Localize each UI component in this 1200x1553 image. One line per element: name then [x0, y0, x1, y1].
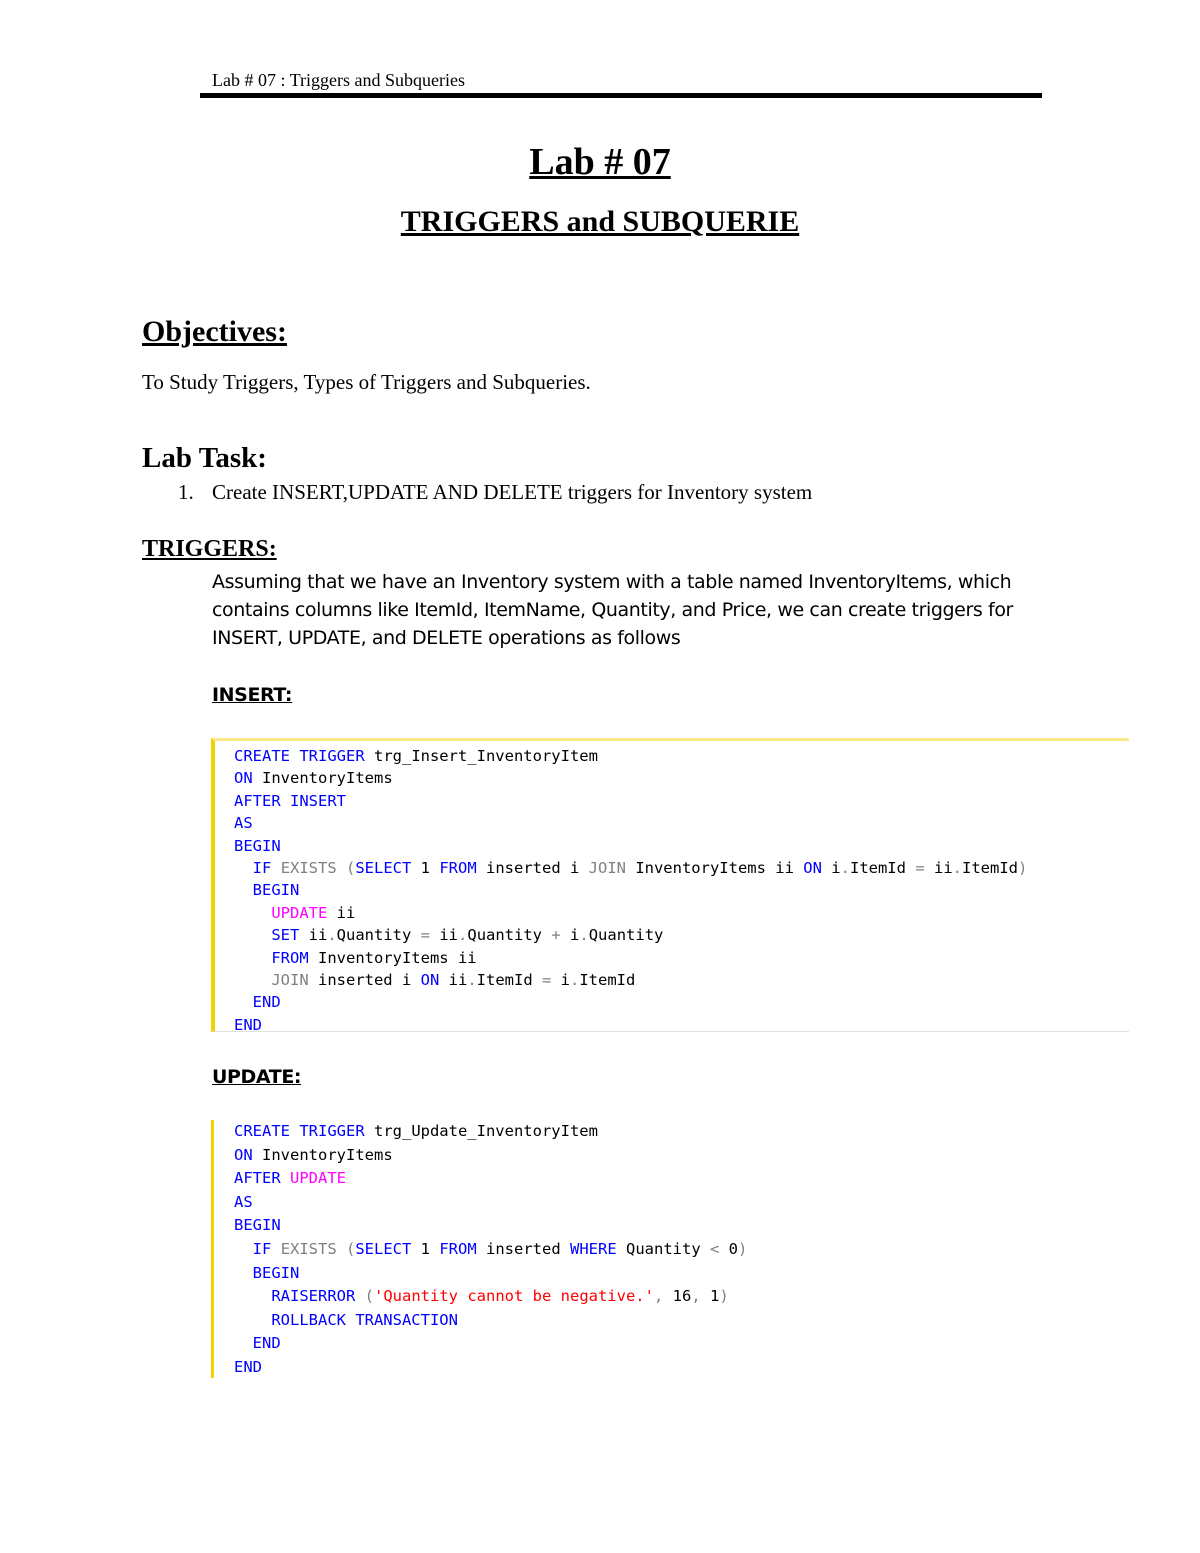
- code-line: [234, 1167, 911, 1191]
- code-line: [234, 902, 1129, 924]
- code-token: [281, 1169, 290, 1187]
- code-token: BEGIN: [234, 1216, 281, 1235]
- code-token: ON: [234, 1145, 253, 1164]
- code-token: BEGIN: [252, 1263, 300, 1282]
- code-token: .: [570, 971, 580, 990]
- code-token: CREATE TRIGGER: [234, 1122, 365, 1140]
- code-token: i: [560, 926, 580, 945]
- code-token: trg_Insert_InventoryItem: [364, 747, 598, 765]
- code-token: SELECT: [355, 1239, 412, 1258]
- code-line: [234, 835, 1129, 857]
- code-token: =: [420, 926, 431, 945]
- code-line: [234, 857, 1129, 879]
- code-token: ,: [691, 1287, 701, 1306]
- code-token: InventoryItems ii: [308, 948, 477, 967]
- code-token: 1: [411, 1239, 440, 1258]
- code-token: ): [719, 1287, 729, 1306]
- code-token: trg_Update_InventoryItem: [364, 1122, 598, 1140]
- code-token: [234, 971, 271, 989]
- code-token: ii: [299, 926, 328, 945]
- code-token: END: [234, 1357, 262, 1376]
- code-token: CREATE TRIGGER: [234, 747, 365, 765]
- code-token: .: [952, 859, 962, 878]
- code-token: ItemId: [476, 971, 542, 990]
- code-token: InventoryItems ii: [625, 859, 804, 878]
- code-token: IF: [252, 1239, 272, 1258]
- update-section-label: UPDATE:: [212, 1066, 302, 1088]
- lab-task-list: [178, 480, 812, 505]
- code-token: [234, 1287, 271, 1305]
- code-line: [234, 1191, 911, 1215]
- code-token: ItemId: [962, 859, 1018, 878]
- code-token: 'Quantity cannot be negative.': [374, 1287, 654, 1306]
- code-token: END: [252, 993, 281, 1012]
- code-line: [234, 1262, 911, 1286]
- code-line: [234, 1014, 1129, 1036]
- code-token: [234, 1334, 253, 1352]
- code-token: inserted i: [308, 971, 421, 990]
- code-line: [234, 969, 1129, 991]
- code-token: ii: [924, 859, 953, 878]
- code-token: ItemId: [579, 971, 636, 990]
- code-token: (: [364, 1287, 375, 1306]
- code-token: i: [551, 971, 570, 990]
- code-token: ItemId: [849, 859, 916, 878]
- code-token: RAISERROR: [271, 1287, 356, 1306]
- code-line: [234, 812, 1129, 834]
- code-token: +: [551, 926, 561, 945]
- code-token: [234, 859, 253, 877]
- code-token: InventoryItems: [252, 769, 393, 788]
- code-token: ON: [420, 971, 440, 990]
- code-line: [234, 745, 1129, 767]
- code-token: .: [327, 926, 337, 945]
- code-token: ,: [653, 1287, 664, 1306]
- code-token: IF: [252, 859, 272, 878]
- objectives-text: To Study Triggers, Types of Triggers and Subqueries.: [142, 370, 591, 394]
- code-line: [234, 1332, 911, 1356]
- code-line: [234, 1120, 911, 1144]
- code-token: inserted: [476, 1239, 570, 1258]
- code-token: .: [579, 926, 589, 945]
- code-token: Quantity: [588, 926, 664, 945]
- code-token: SELECT: [355, 859, 412, 878]
- code-token: [234, 1264, 253, 1282]
- code-token: BEGIN: [234, 836, 281, 855]
- page-title: Lab # 07: [529, 141, 671, 183]
- code-token: 1: [700, 1287, 720, 1306]
- lab-task-item: [178, 480, 812, 505]
- code-token: [234, 1311, 271, 1329]
- code-line: [234, 879, 1129, 901]
- code-token: [234, 881, 253, 899]
- code-line: [234, 1144, 911, 1168]
- code-token: END: [252, 1334, 281, 1353]
- code-token: [271, 1240, 280, 1258]
- code-token: SET: [271, 926, 300, 945]
- code-token: EXISTS (: [280, 859, 356, 878]
- code-line: [234, 924, 1129, 946]
- code-token: [271, 859, 280, 877]
- code-token: ON: [234, 769, 253, 788]
- code-token: .: [840, 859, 850, 878]
- intro-line: Assuming that we have an Inventory system with a table named InventoryItems, which: [212, 571, 1012, 593]
- lab-task-heading: Lab Task:: [142, 442, 267, 474]
- running-header: Lab # 07 : Triggers and Subqueries: [212, 70, 465, 90]
- code-token: inserted i: [476, 859, 589, 878]
- code-token: [234, 1240, 253, 1258]
- code-token: UPDATE: [290, 1169, 347, 1188]
- code-token: .: [467, 971, 477, 990]
- lab-task-number: 1.: [178, 480, 194, 504]
- insert-code-block: [211, 738, 1129, 1032]
- code-token: FROM: [439, 1239, 477, 1258]
- code-token: Quantity: [616, 1239, 710, 1258]
- code-token: 1: [411, 859, 440, 878]
- code-token: [234, 993, 253, 1011]
- code-line: [234, 991, 1129, 1013]
- code-token: ii: [439, 971, 468, 990]
- code-line: [234, 1309, 911, 1333]
- triggers-intro: [212, 568, 1072, 652]
- code-token: ): [1018, 859, 1028, 878]
- code-line: [234, 1214, 911, 1238]
- objectives-heading: Objectives:: [142, 315, 287, 348]
- code-line: [234, 767, 1129, 789]
- code-token: Quantity: [336, 926, 421, 945]
- code-token: JOIN: [271, 971, 309, 990]
- code-token: =: [915, 859, 925, 878]
- code-token: [234, 904, 271, 922]
- code-token: FROM: [271, 948, 309, 967]
- code-token: Quantity: [467, 926, 552, 945]
- code-token: FROM: [439, 859, 477, 878]
- code-line: [234, 1285, 911, 1309]
- code-token: [355, 1287, 364, 1305]
- code-token: AS: [234, 814, 253, 833]
- code-token: .: [458, 926, 468, 945]
- code-token: AFTER INSERT: [234, 791, 346, 810]
- code-token: [234, 926, 271, 944]
- insert-section-label: INSERT:: [212, 684, 293, 706]
- code-line: [234, 947, 1129, 969]
- code-token: InventoryItems: [252, 1145, 393, 1164]
- code-token: BEGIN: [252, 881, 300, 900]
- code-token: ON: [803, 859, 822, 878]
- header-rule: [200, 93, 1042, 98]
- intro-line: contains columns like ItemId, ItemName, Quantity, and Price, we can create triggers for: [212, 599, 1013, 621]
- code-token: ): [738, 1239, 748, 1258]
- code-token: UPDATE: [271, 903, 328, 922]
- code-token: <: [710, 1239, 720, 1258]
- code-token: i: [821, 859, 841, 878]
- code-token: 0: [719, 1239, 739, 1258]
- code-token: AS: [234, 1192, 253, 1211]
- code-token: JOIN: [588, 859, 626, 878]
- code-token: ii: [327, 903, 356, 922]
- code-token: WHERE: [570, 1239, 617, 1258]
- code-token: ii: [430, 926, 459, 945]
- code-line: [234, 790, 1129, 812]
- code-token: EXISTS (: [280, 1239, 356, 1258]
- lab-task-text: Create INSERT,UPDATE AND DELETE triggers for Inventory system: [212, 480, 813, 504]
- code-token: =: [541, 971, 552, 990]
- intro-line: INSERT, UPDATE, and DELETE operations as follows: [212, 627, 681, 649]
- page-subtitle: TRIGGERS and SUBQUERIE: [400, 205, 800, 238]
- update-code-block: [211, 1120, 911, 1378]
- code-token: 16: [663, 1287, 692, 1306]
- code-line: [234, 1238, 911, 1262]
- triggers-heading: TRIGGERS:: [142, 536, 277, 562]
- code-token: [234, 949, 271, 967]
- code-token: ROLLBACK TRANSACTION: [271, 1310, 458, 1329]
- code-line: [234, 1356, 911, 1380]
- code-token: AFTER: [234, 1169, 281, 1188]
- code-token: END: [234, 1015, 262, 1034]
